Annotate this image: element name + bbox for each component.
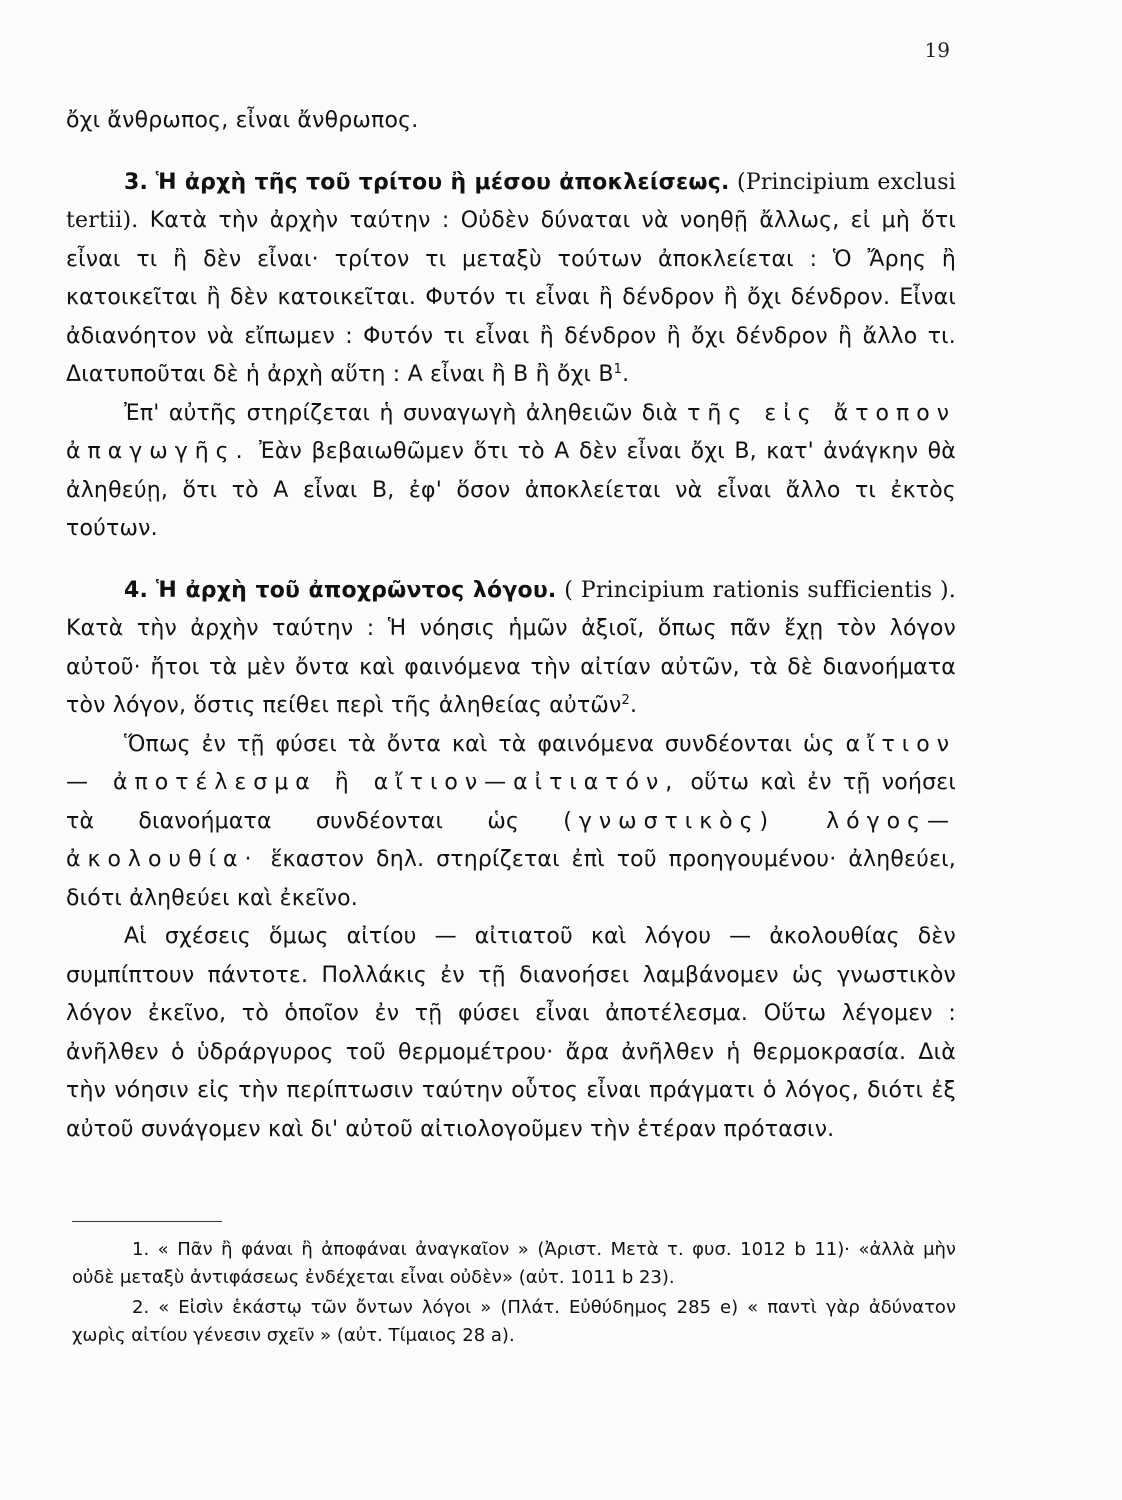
section-4-number: 4. [124,577,149,603]
section-4-body-end: . [629,693,638,718]
section-3-heading: Ἡ ἀρχὴ τῆς τοῦ τρίτου ἢ μέσου ἀποκλείσεως. [155,169,730,195]
section-3-body: Κατὰ τὴν ἀρχὴν ταύτην : Οὐδὲν δύναται νὰ νοηθῇ ἄλλως, εἰ μὴ ὅτι εἶναι τι ἢ δὲν εἶναι· τρίτον τι μεταξὺ τούτων ἀποκλείεται : Ὁ Ἄρης ἢ κατοικεῖται ἢ δὲν κατοικεῖται. Φυτόν τι εἶναι ἢ δένδρον ἢ ὄχι δένδρον. Εἶναι ἀδιανόητον νὰ εἴπωμεν : Φυτόν τι εἶναι ἢ δένδρον ἢ ὄχι δένδρον ἢ ἄλλο τι. Διατυποῦται δὲ ἡ ἀρχὴ αὕτη : Α εἶναι ἢ Β ἢ ὄχι Β [66,208,956,387]
footnote-1: 1. « Πᾶν ἢ φάναι ἢ ἀποφάναι ἀναγκαῖον » (Ἀριστ. Μετὰ τ. φυσ. 1012 b 11)· «ἀλλὰ μὴν οὐδὲ μεταξὺ ἀντιφάσεως ἐνδέχεται εἶναι οὐδὲν» (αὐτ. 1011 b 23). [72,1239,956,1288]
paragraph-continuation [66,102,956,141]
footnote-divider [72,1221,222,1222]
reductio-text-a: Ἐπ' αὐτῆς στηρίζεται ἡ συναγωγὴ ἀληθειῶν διὰ [124,400,678,426]
cause-effect-text-b: οὕτω καὶ ἐν τῇ νοήσει τὰ διανοήματα συνδέονται ὡς [66,770,956,834]
page-number: 19 [924,38,950,62]
footnote-ref-2: 2 [621,693,630,708]
cause-effect-text-c: ἕκαστον δηλ. στηρίζεται ἐπὶ τοῦ προηγουμένου· ἀληθεύει, διότι ἀληθεύει καὶ ἐκεῖνο. [66,847,956,911]
relations-paragraph [66,918,956,1149]
section-4-paragraph [66,572,956,726]
reductio-spaced-term: τῆς εἰς ἄτοπον ἀπαγωγῆς. [66,400,956,464]
footnote-2: 2. « Εἰσὶν ἑκάστῳ τῶν ὄντων λόγοι » (Πλάτ. Εὐθύδημος 285 e) « παντὶ γὰρ ἀδύνατον χωρὶς αἰτίου γένεσιν σχεῖν » (αὐτ. Τίμαιος 28 a). [72,1297,956,1346]
cause-effect-paragraph [66,726,956,919]
relations-text: Αἱ σχέσεις ὅμως αἰτίου — αἰτιατοῦ καὶ λόγου — ἀκολουθίας δὲν συμπίπτουν πάντοτε. Πολλάκις ἐν τῇ διανοήσει λαμβάνομεν ὡς γνωστικὸν λόγον ἐκεῖνο, τὸ ὁποῖον ἐν τῇ φύσει εἶναι ἀποτέλεσμα. Οὕτω λέγομεν : ἀνῆλθεν ὁ ὑδράργυρος τοῦ θερμομέτρου· ἄρα ἀνῆλθεν ἡ θερμοκρασία. Διὰ τὴν νόησιν εἰς τὴν περίπτωσιν ταύτην οὗτος εἶναι πράγματι ὁ λόγος, διότι ἐξ αὐτοῦ συνάγομεν καὶ δι' αὐτοῦ αἰτιολογοῦμεν τὴν ἑτέραν πρότασιν. [66,924,956,1142]
reductio-paragraph [66,395,956,549]
section-4-heading: Ἡ ἀρχὴ τοῦ ἀποχρῶντος λόγου. [155,577,557,603]
footnote-ref-1: 1 [613,362,623,377]
cause-effect-spaced-term: αἴτιον — ἀποτέλεσμα ἢ αἴτιον—αἰτιατόν, [66,731,956,795]
body-text [66,102,956,1149]
section-4-latin-title: ( Principium rationis sufficientis ). [564,577,956,603]
section-3-body-end: . [622,362,630,387]
section-3-number: 3. [124,169,149,195]
section-4-body: Κατὰ τὴν ἀρχὴν ταύτην : Ἡ νόησις ἡμῶν ἀξιοῖ, ὅπως πᾶν ἔχῃ τὸν λόγον αὐτοῦ· ἤτοι τὰ μὲν ὄντα καὶ φαινόμενα τὴν αἰτίαν αὐτῶν, τὰ δὲ διανοήματα τὸν λόγον, ὅστις πείθει περὶ τῆς ἀληθείας αὐτῶν [66,616,956,718]
footnotes [72,1236,956,1352]
paragraph-text: ὄχι ἄνθρωπος, εἶναι ἄνθρωπος. [66,108,419,133]
section-3-paragraph [66,164,956,395]
reason-consequence-spaced-term: (γνωστικὸς) λόγος—ἀκολουθία· [66,808,956,872]
section-3-latin-title: (Principium exclusi tertii). [66,169,957,233]
reductio-text-b: Ἐὰν βεβαιωθῶμεν ὅτι τὸ Α δὲν εἶναι ὄχι Β, κατ' ἀνάγκην θὰ ἀληθεύῃ, ὅτι τὸ Α εἶναι Β, ἐφ' ὅσον ἀποκλείεται νὰ εἶναι ἄλλο τι ἐκτὸς τούτων. [66,439,956,541]
cause-effect-text-a: Ὅπως ἐν τῇ φύσει τὰ ὄντα καὶ τὰ φαινόμενα συνδέονται ὡς [124,731,835,757]
